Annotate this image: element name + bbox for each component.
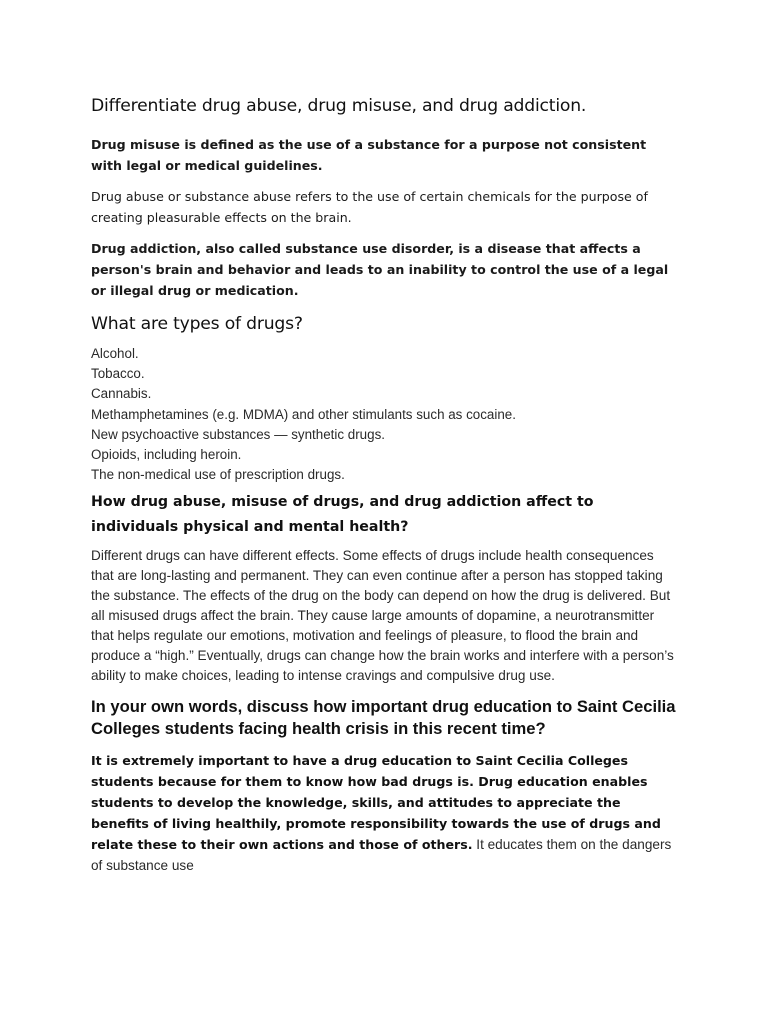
section1-heading: Differentiate drug abuse, drug misuse, and drug addiction. [91, 96, 587, 116]
drug-misuse-definition: Drug misuse is defined as the use of a substance for a purpose not consistent with legal or medical guidelines. [91, 137, 647, 173]
list-item: Cannabis. [91, 386, 152, 402]
drug-effects-paragraph: Different drugs can have different effects. Some effects of drugs include health consequences that are long-lasting and permanent. They can even continue after a person has stopped taking the substance. The effects of the drug on the body can depend on how the drug is delivered. But all misused drugs affect the brain. They cause large amounts of dopamine, a neurotransmitter that helps regulate our emotions, motivation and feelings of pleasure, to flood the brain and produce a “high.” Eventually, drugs can change how the brain works and interfere with a person’s ability to make choices, leading to intense cravings and compulsive drug use. [91, 548, 674, 683]
section2-heading: What are types of drugs? [91, 314, 303, 334]
list-item: The non-medical use of prescription drugs. [91, 467, 345, 483]
drug-abuse-definition: Drug abuse or substance abuse refers to the use of certain chemicals for the purpose of creating pleasurable effects on the brain. [91, 189, 648, 225]
drug-types-list [91, 344, 676, 485]
drug-education-tail-text: It educates them on the dangers of substance use [91, 836, 672, 873]
list-item: Tobacco. [91, 366, 145, 382]
section4-heading: In your own words, discuss how important drug education to Saint Cecilia Colleges students facing health crisis in this recent time? [91, 696, 676, 738]
section3-heading: How drug abuse, misuse of drugs, and drug addiction affect to individuals physical and mental health? [91, 494, 594, 536]
drug-addiction-definition: Drug addiction, also called substance use disorder, is a disease that affects a person's brain and behavior and leads to an inability to control the use of a legal or illegal drug or medication. [91, 241, 669, 298]
list-item: Opioids, including heroin. [91, 447, 242, 463]
list-item: Alcohol. [91, 346, 139, 361]
drug-education-bold-text: It is extremely important to have a drug education to Saint Cecilia Colleges students because for them to know how bad drugs is. Drug education enables students to develop the knowledge, skills, and attitudes to appreciate the benefits of living healthily, promote responsibility towards the use of drugs and relate these to their own actions and those of others. [91, 752, 661, 852]
list-item: Methamphetamines (e.g. MDMA) and other stimulants such as cocaine. [91, 406, 516, 422]
drug-education-paragraph [91, 750, 676, 876]
list-item: New psychoactive substances — synthetic drugs. [91, 426, 385, 442]
